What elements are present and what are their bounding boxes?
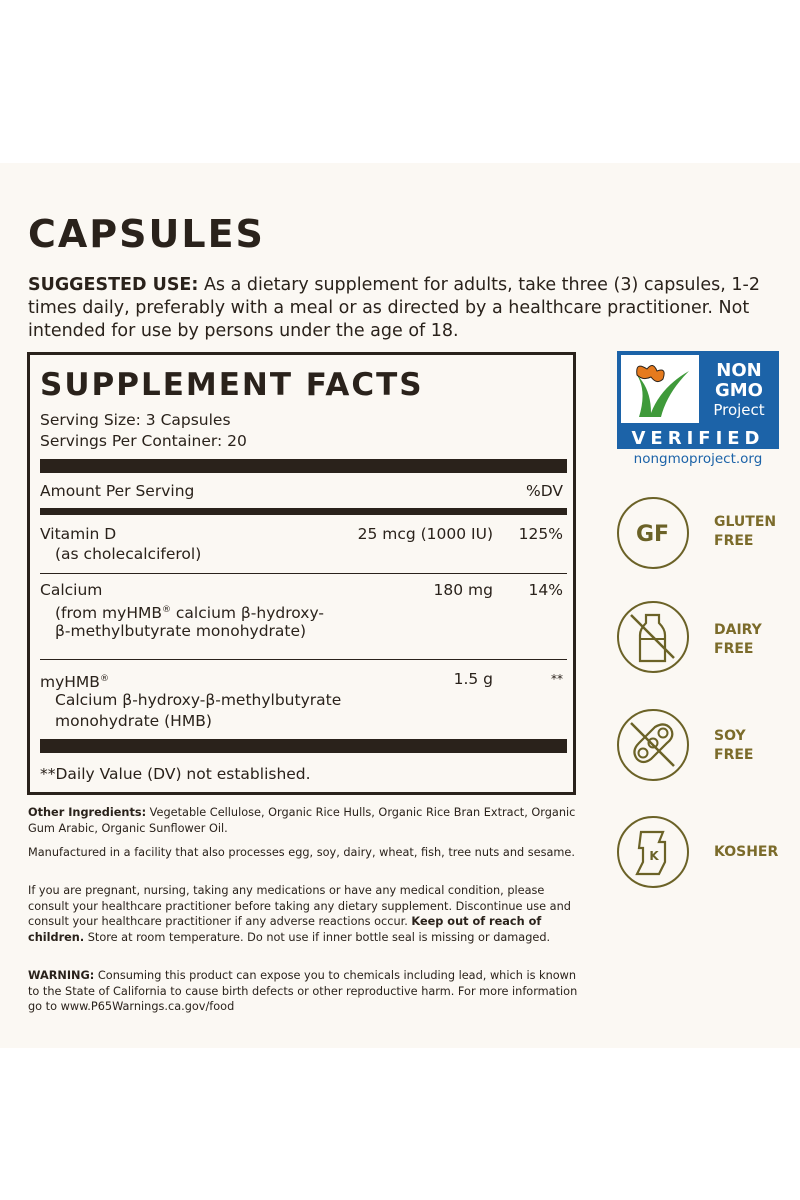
keep-out-of-reach: Keep out of reach of children. — [28, 915, 542, 944]
registered-mark: ® — [99, 674, 109, 684]
thick-divider — [40, 739, 567, 753]
other-ingredients — [28, 805, 588, 836]
warning-text — [28, 968, 588, 1015]
non-gmo-line1: NON — [716, 360, 762, 381]
page-title: CAPSULES — [28, 212, 265, 256]
non-gmo-verified-text: VERIFIED — [631, 428, 765, 449]
kosher-line1: KOSHER — [714, 844, 779, 860]
gf-icon-text: GF — [635, 522, 670, 547]
registered-mark: ® — [161, 605, 171, 615]
nutrient-source-calcium-line2: β-methylbutyrate monohydrate) — [55, 622, 307, 640]
calcium-source-text-end: calcium β-hydroxy- — [170, 604, 324, 622]
manufactured-note: Manufactured in a facility that also processes egg, soy, dairy, wheat, fish, tree nuts and sesame. — [28, 846, 575, 859]
non-gmo-url: nongmoproject.org — [633, 451, 763, 467]
other-ingredients-text: Vegetable Cellulose, Organic Rice Hulls, Organic Rice Bran Extract, Organic Gum Arabic, Organic Sunflower Oil. — [28, 806, 576, 835]
soy-free-badge — [617, 709, 689, 781]
milk-bottle-icon — [619, 603, 686, 670]
nutrient-source-myhmb-line2: monohydrate (HMB) — [55, 712, 212, 730]
caution-text — [28, 883, 588, 945]
dv-header: %DV — [526, 482, 563, 500]
serving-size: Serving Size: 3 Capsules — [40, 411, 231, 429]
other-ingredients-label: Other Ingredients: — [28, 806, 147, 819]
nutrient-dv-vitamin-d: 125% — [518, 525, 563, 543]
dv-footnote: **Daily Value (DV) not established. — [40, 765, 311, 783]
amount-per-serving-header: Amount Per Serving — [40, 482, 195, 500]
nutrient-amount-vitamin-d: 25 mcg (1000 IU) — [357, 525, 493, 543]
soy-free-label — [714, 727, 753, 765]
non-gmo-line2: GMO — [715, 380, 763, 401]
suggested-use-text: As a dietary supplement for adults, take three (3) capsules, 1-2 times daily, preferably with a meal or as directed by a healthcare practitioner. Not intended for use by persons under the age of 18. — [28, 275, 760, 341]
nutrient-name-vitamin-d: Vitamin D — [40, 525, 117, 543]
servings-per-container: Servings Per Container: 20 — [40, 432, 247, 450]
gf-icon — [619, 499, 686, 566]
nutrient-dv-calcium: 14% — [528, 581, 563, 599]
dairy-free-line2: FREE — [714, 641, 754, 657]
dairy-free-line1: DAIRY — [714, 622, 762, 638]
non-gmo-logo — [617, 351, 779, 467]
dairy-free-badge — [617, 601, 689, 673]
suggested-use-label: SUGGESTED USE: — [28, 275, 199, 295]
soy-free-line1: SOY — [714, 728, 746, 744]
gluten-free-label — [714, 513, 776, 551]
gluten-free-line1: GLUTEN — [714, 514, 777, 530]
row-divider — [40, 659, 567, 660]
non-gmo-line3: Project — [713, 401, 765, 419]
soybean-icon — [619, 711, 686, 778]
supplement-facts-panel — [27, 352, 576, 795]
gluten-free-badge — [617, 497, 689, 569]
kosher-icon-text: K — [649, 849, 659, 863]
gluten-free-line2: FREE — [714, 533, 754, 549]
nutrient-name-calcium: Calcium — [40, 581, 103, 599]
nutrient-amount-calcium: 180 mg — [433, 581, 493, 599]
nutrient-source-myhmb: Calcium β-hydroxy-β-methylbutyrate — [55, 691, 342, 709]
soy-free-line2: FREE — [714, 747, 754, 763]
nutrient-amount-myhmb: 1.5 g — [453, 670, 493, 688]
kosher-badge — [617, 816, 689, 888]
caution-text-1: If you are pregnant, nursing, taking any medications or have any medical condition, please consult your healthcare practitioner before taking any dietary supplement. Discontinue use and consult your healthcare practitioner if any adverse reactions occur. — [28, 884, 571, 928]
medium-divider — [40, 508, 567, 515]
nutrient-dv-myhmb: ** — [551, 672, 563, 686]
non-gmo-verified-badge — [617, 351, 779, 467]
warning-body: Consuming this product can expose you to chemicals including lead, which is known to the State of California to cause birth defects or other reproductive harm. For more information go to www.P65Warnings.ca.gov/food — [28, 969, 578, 1013]
supplement-facts-title: SUPPLEMENT FACTS — [40, 367, 424, 403]
thick-divider — [40, 459, 567, 473]
dairy-free-label — [714, 621, 762, 659]
warning-label: WARNING: — [28, 969, 95, 982]
caution-text-2: Store at room temperature. Do not use if inner bottle seal is missing or damaged. — [84, 930, 551, 944]
kosher-label — [714, 843, 778, 862]
calcium-source-text: (from myHMB — [55, 604, 162, 622]
row-divider — [40, 573, 567, 574]
myhmb-name-text: myHMB — [40, 673, 100, 691]
suggested-use — [28, 274, 788, 343]
kosher-icon — [619, 818, 686, 885]
nutrient-source-vitamin-d: (as cholecalciferol) — [55, 545, 202, 563]
